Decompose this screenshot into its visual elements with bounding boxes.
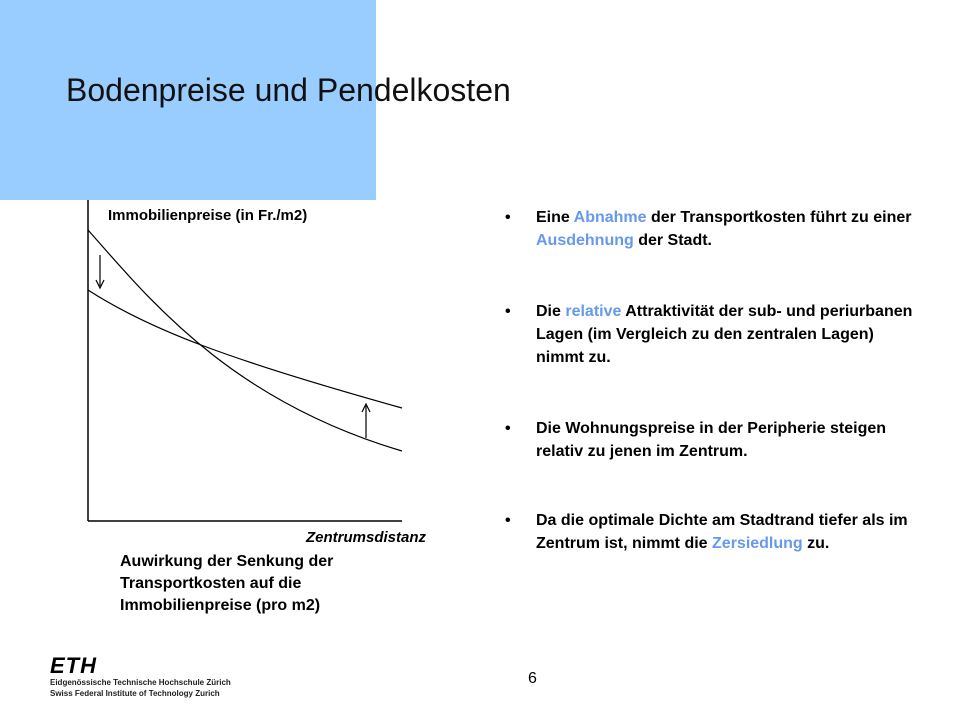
eth-logo-mark: ETH: [50, 653, 97, 678]
y-axis-label: Immobilienpreise (in Fr./m2): [108, 207, 308, 224]
bullet-text: Da die optimale Dichte am Stadtrand tiefer als im Zentrum ist, nimmt die: [536, 512, 908, 552]
highlight-text: Ausdehnung: [536, 232, 634, 249]
curve-high-transport-cost: [88, 230, 402, 451]
slide-title: Bodenpreise und Pendelkosten: [66, 72, 511, 108]
bullet-text: der Transportkosten führt zu einer: [646, 209, 912, 226]
bullet-text: zu.: [802, 535, 830, 552]
page-number: 6: [528, 670, 537, 687]
bullet-item: [505, 300, 925, 369]
x-axis-label: Zentrumsdistanz: [306, 529, 427, 546]
bullet-text: Die Wohnungspreise in der Peripherie steigen relativ zu jenen im Zentrum.: [536, 420, 887, 460]
down-arrow: [96, 255, 104, 288]
bullet-item: [505, 206, 925, 252]
up-arrow: [362, 404, 370, 438]
diagram-caption: Auwirkung der Senkung der Transportkosten auf die Immobilienpreise (pro m2): [120, 553, 334, 614]
bullet-list: [505, 206, 925, 555]
highlight-text: Abnahme: [573, 209, 647, 226]
eth-logo: [50, 655, 250, 699]
bullet-text: der Stadt.: [633, 232, 712, 249]
highlight-text: relative: [565, 303, 622, 320]
bullet-item: [505, 509, 925, 555]
bullet-text: Eine: [536, 209, 574, 226]
bullet-item: [505, 417, 925, 463]
bullet-text: Attraktivität der sub- und periurbanen Lagen (im Vergleich zu den zentralen Lagen) nimmt zu.: [536, 303, 913, 366]
eth-logo-line-german: Eidgenössische Technische Hochschule Zürich: [50, 678, 231, 687]
eth-logo-line-english: Swiss Federal Institute of Technology Zurich: [50, 689, 220, 698]
highlight-text: Zersiedlung: [712, 535, 803, 552]
bullet-text: Die: [536, 303, 566, 320]
curve-low-transport-cost: [88, 290, 402, 408]
